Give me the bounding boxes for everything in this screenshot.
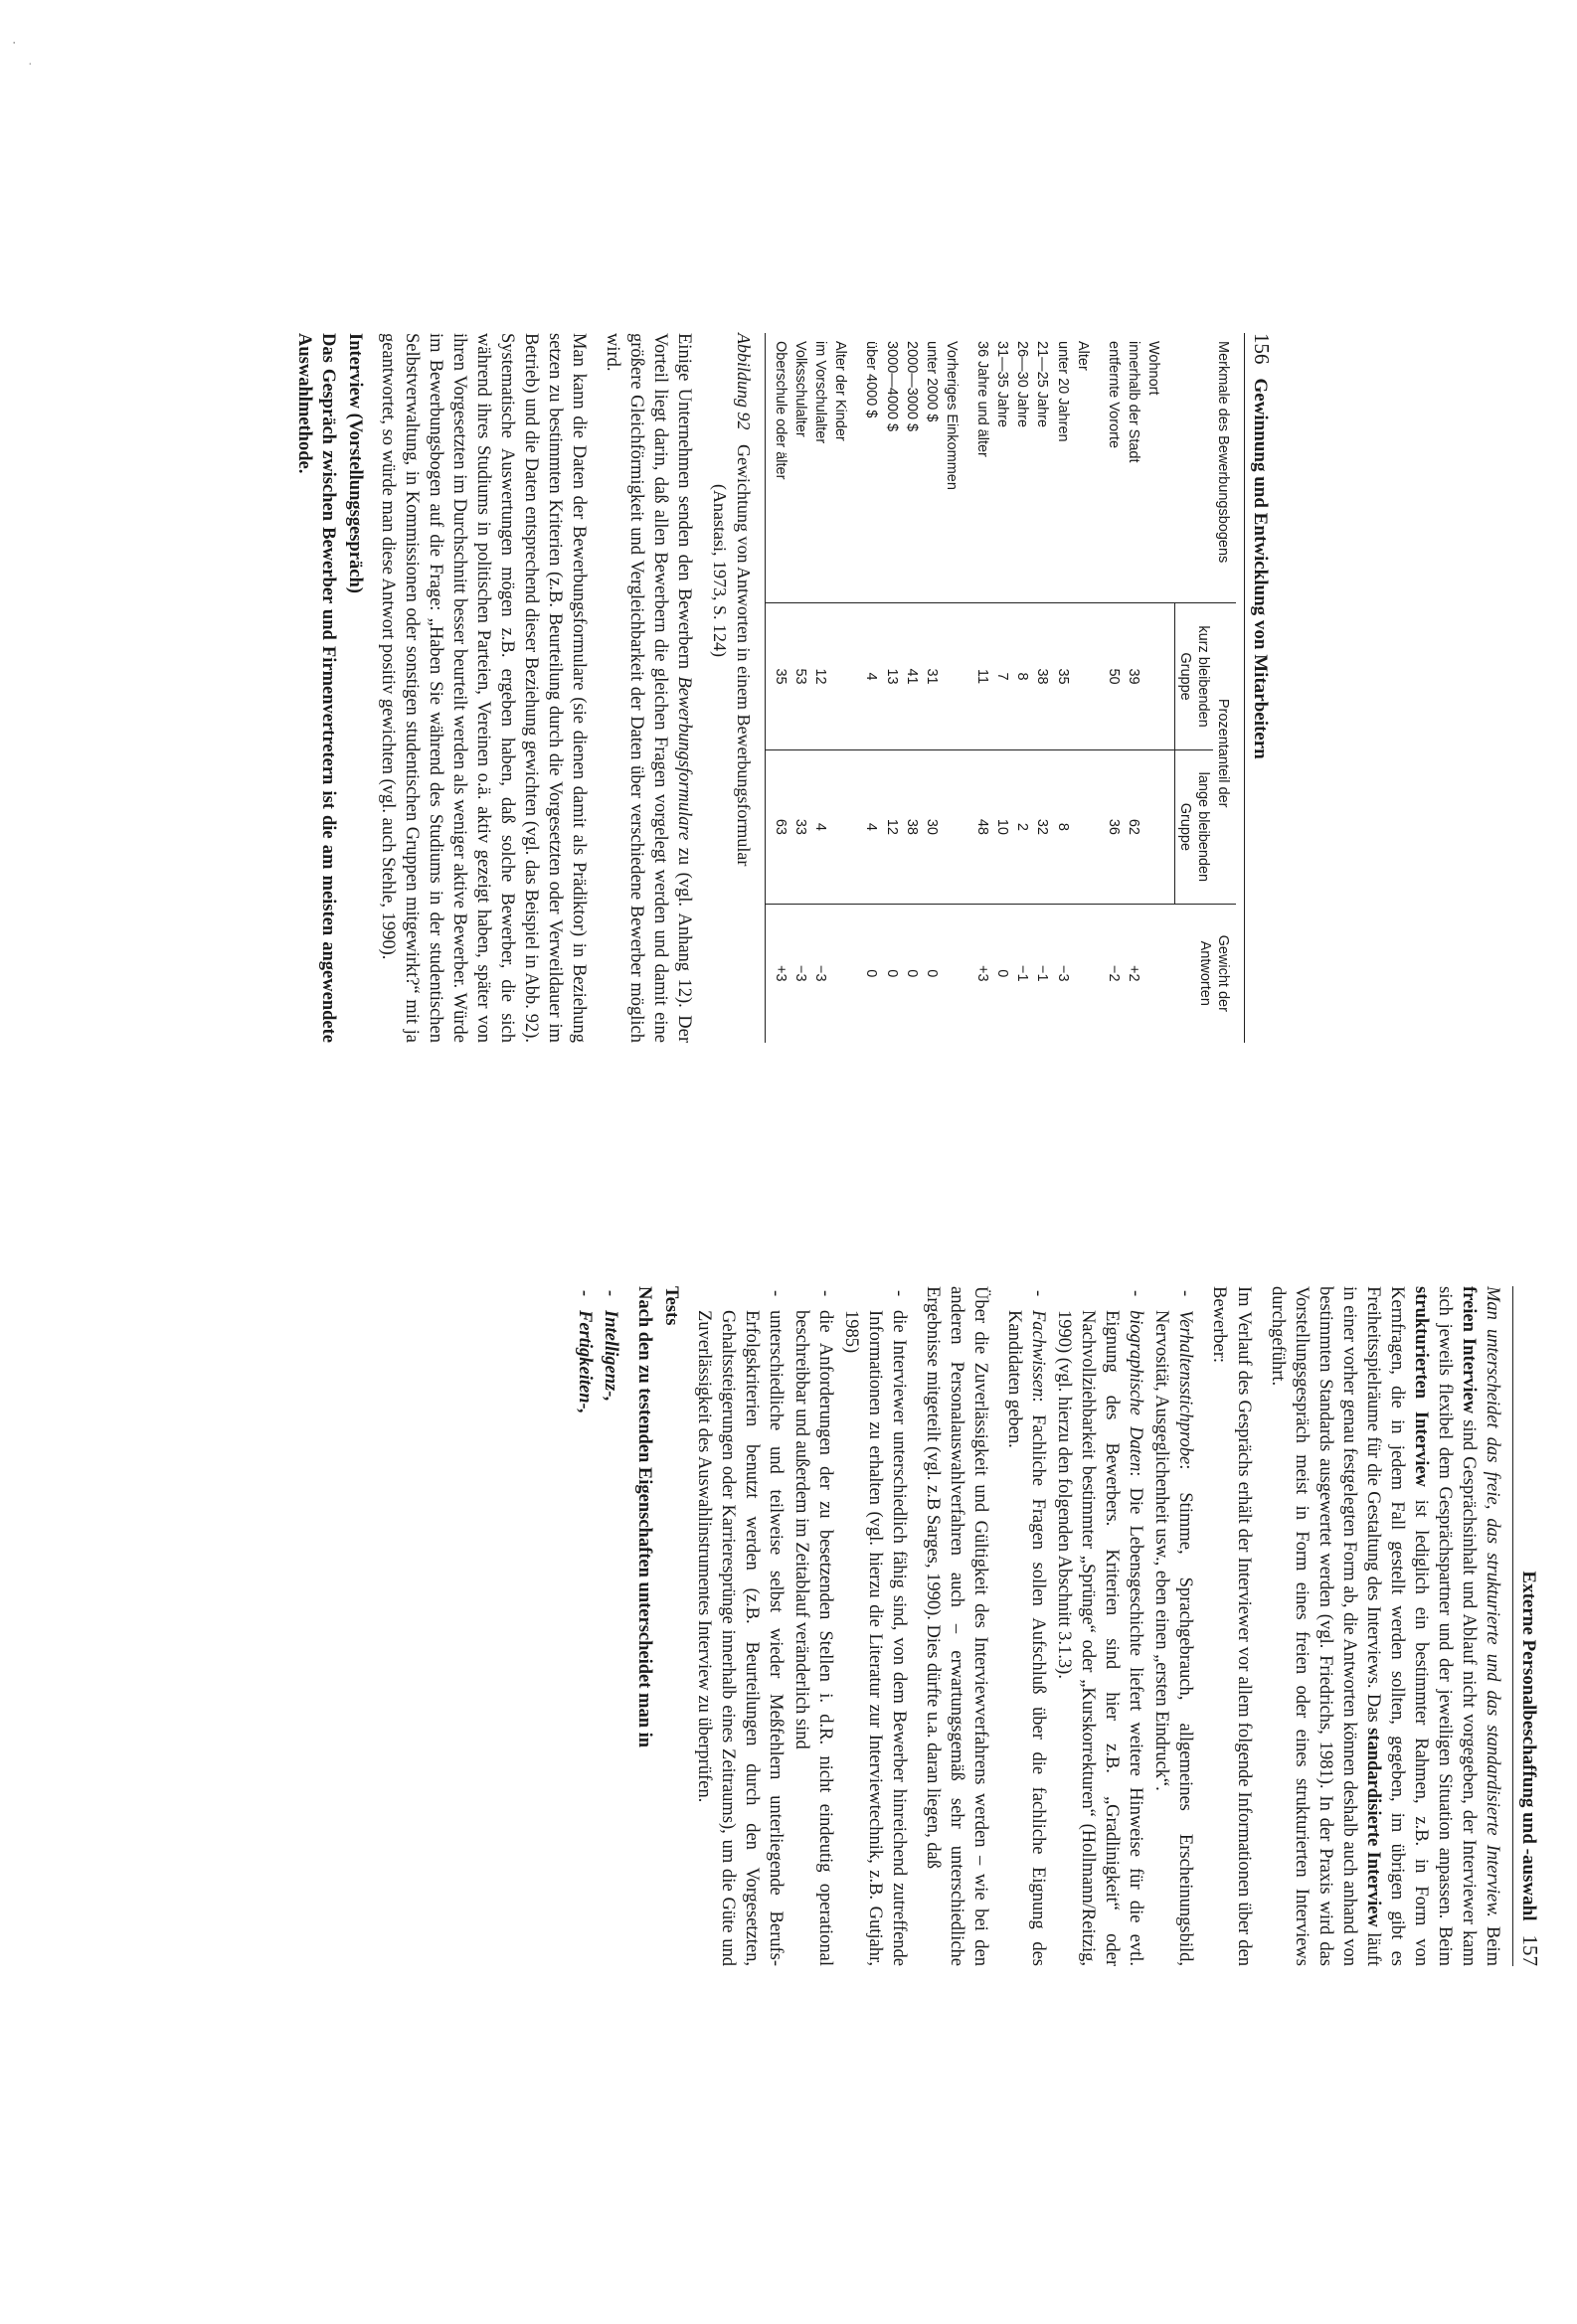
row-label: entfernte Vororte — [1105, 341, 1122, 449]
row-label: 26—30 Jahre — [1014, 341, 1031, 428]
header-lang: lange bleibenden Gruppe — [1174, 750, 1213, 904]
list-item: - Intelligenz-, — [599, 1286, 622, 1966]
table-group-row — [1143, 333, 1174, 1043]
group-title: Alter der Kinder — [832, 341, 849, 441]
list-item: - Fertigkeiten-, — [573, 1286, 597, 1966]
cell-short: 12 — [810, 602, 830, 749]
table-row — [861, 333, 881, 1043]
info-list — [1002, 1286, 1197, 1966]
row-label: im Vorschulalter — [812, 341, 829, 444]
row-label: über 4000 $ — [863, 341, 880, 418]
row-label: 2000—3000 $ — [903, 341, 920, 432]
cell-long: 4 — [861, 750, 881, 904]
section-heading: Interview (Vorstellungsgespräch) — [345, 333, 366, 593]
text-run: sind Gesprächsinhalt und Ablauf nicht vorgegeben, der Interviewer kann sich jeweils flexibel dem Gesprächspartner und der jeweiligen Situation anpassen. Beim — [1434, 1286, 1479, 1966]
list-item: - die Anforderungen der zu besetzenden Stellen i. d.R. nicht eindeutig operational beschreibbar und außerdem im Zeitablauf veränderlich sind — [789, 1286, 837, 1966]
text-run: : Fachliche Fragen sollen Aufschluß über die fachliche Eignung des Kandidaten geben. — [1004, 1310, 1049, 1966]
caption-text: Gewichtung von Antworten in einem Bewerbungsformular — [733, 444, 754, 867]
cell-long: 48 — [972, 750, 992, 904]
cell-weight: +2 — [1124, 904, 1143, 1043]
cell-weight: 0 — [992, 904, 1012, 1043]
table-group-row — [830, 333, 861, 1043]
cell-short: 39 — [1124, 602, 1143, 749]
row-label: 36 Jahre und älter — [974, 341, 991, 457]
cell-short: 35 — [765, 602, 790, 749]
page-157 — [0, 1162, 1577, 2324]
running-head — [1244, 333, 1274, 1043]
cell-long: 8 — [1053, 750, 1073, 904]
row-label: unter 2000 $ — [923, 341, 940, 422]
cell-short: 41 — [902, 602, 922, 749]
cell-short: 11 — [972, 602, 992, 749]
cell-long: 63 — [765, 750, 790, 904]
row-label: 31—35 Jahre — [994, 341, 1011, 428]
cell-weight: 0 — [861, 904, 881, 1043]
cell-short: 38 — [1032, 602, 1052, 749]
cell-short: 31 — [922, 602, 942, 749]
cell-short: 7 — [992, 602, 1012, 749]
table-row — [922, 333, 942, 1043]
table-row — [810, 333, 830, 1043]
group-title: Wohnort — [1145, 341, 1162, 396]
cell-weight: 0 — [882, 904, 902, 1043]
cell-weight: −1 — [1032, 904, 1052, 1043]
text-run: Beim — [1483, 1916, 1502, 1966]
cell-long: 32 — [1032, 750, 1052, 904]
table-row — [882, 333, 902, 1043]
caption-label: Abbildung 92 — [733, 333, 754, 430]
row-label: Volksschulalter — [792, 341, 809, 437]
header-merkmale: Merkmale des Bewerbungsbogens — [1215, 341, 1231, 564]
text-run: ist lediglich ein bestimmter Rahmen, z.B. in Form von Kernfragen, die in jedem Fall gestellt werden sollten, gegeben, im übrigen gibt es Freiheitsspielräume für die Gestaltung des Interviews. Das — [1362, 1286, 1431, 1966]
list-item: - unterschiedliche und teilweise selbst wieder Meßfehlern unterliegende Berufs-Erfolgskriterien benutzt werden (z.B. Beurteilungen durch den Vorgesetzten, Gehaltssteigerungen oder Karrieresprünge innerhalb eines Zeitraums), um die Güte und Zuverlässigkeit des Auswahlinstrumentes Interview zu überprüfen. — [692, 1286, 788, 1966]
cell-short: 35 — [1053, 602, 1073, 749]
page-number: 156 — [1250, 333, 1274, 365]
row-label: 21—25 Jahre — [1034, 341, 1051, 428]
cell-weight: −1 — [1012, 904, 1032, 1043]
text-run: : Stimme, Sprachgebrauch, allgemeines Erscheinungsbild, Nervosität, Ausgeglichenheit usw., eben einen „ersten Eindruck“. — [1151, 1310, 1196, 1966]
cell-long: 38 — [902, 750, 922, 904]
emphasis-text: Bewerbungsformulare — [674, 676, 695, 841]
paragraph — [1266, 1286, 1504, 1966]
bold-term: freien Interview — [1458, 1286, 1479, 1414]
cell-short: 8 — [1012, 602, 1032, 749]
table-row — [1012, 333, 1032, 1043]
cell-long: 12 — [882, 750, 902, 904]
page-number: 157 — [1518, 1934, 1542, 1966]
scan-speck: ‧ — [12, 37, 17, 52]
row-label: Oberschule oder älter — [765, 333, 790, 602]
text-run: Einige Unternehmen senden den Bewerbern — [674, 333, 695, 677]
row-label: 3000—4000 $ — [883, 341, 900, 432]
emphasis-text: biographische Daten — [1126, 1310, 1146, 1472]
table-row — [765, 333, 790, 1043]
table-row — [972, 333, 992, 1043]
group-title: Vorheriges Einkommen — [944, 341, 960, 490]
bold-term: standardisierte Interview — [1362, 1728, 1383, 1927]
cell-short: 53 — [790, 602, 810, 749]
paragraph: Über die Zuverlässigkeit und Gültigkeit des Interviewverfahrens werden – wie bei den anderen Personalauswahlverfahren auch – erwartungsgemäß sehr unterschiedliche Ergebnisse mitgeteilt (vgl. z.B Sarges, 1990). Dies dürfte u.a. daran liegen, daß — [922, 1286, 991, 1966]
paragraph: Nach den zu testenden Eigenschaften unterscheidet man in — [634, 1286, 655, 1748]
figure-caption — [708, 333, 755, 1043]
running-head-title: Externe Personalbeschaffung und -auswahl — [1518, 1571, 1539, 1921]
group-title: Alter — [1074, 341, 1091, 371]
cell-long: 36 — [1104, 750, 1124, 904]
cell-weight: −3 — [1053, 904, 1073, 1043]
paragraph: Das Gespräch zwischen Bewerber und Firmenvertretern ist die am meisten angewendete Auswahlmethode. — [294, 333, 339, 1043]
caption-source: (Anastasi, 1973, S. 124) — [710, 484, 731, 657]
cell-long: 4 — [810, 750, 830, 904]
cell-weight: 0 — [902, 904, 922, 1043]
emphasis-text: Verhaltensstichprobe — [1175, 1310, 1196, 1465]
text-run: : Die Lebensgeschichte liefert weitere Hinweise für die evtl. Eignung des Bewerbers. Kriterien sind hier z.B. „Gradlinigkeit“ oder Nachvollziehbarkeit bestimmter „Sprünge“ oder „Kurskorrekturen“ (Hollmann/Reitzig, 1990) (vgl. hierzu den folgenden Abschnitt 3.1.3). — [1054, 1310, 1146, 1967]
paragraph: Im Verlauf des Gesprächs erhält der Interviewer vor allem folgende Informationen über den Bewerber: — [1209, 1286, 1254, 1966]
section-heading: Tests — [661, 1286, 682, 1326]
header-gewicht: Gewicht der Antworten — [1174, 904, 1236, 1043]
emphasis-text: Fachwissen — [1028, 1310, 1049, 1398]
cell-weight: −3 — [810, 904, 830, 1043]
table-group-row — [1073, 333, 1104, 1043]
text-run: läuft in einer vorher genau festgelegten Form ab, die Antworten können deshalb auch anhand von bestimmten Standards ausgewertet werden (vgl. Friedrichs, 1981). In der Praxis wird das Vorstellungsgespräch meist in Form eines freien oder eines strukturierten Interviews durchgeführt. — [1267, 1286, 1383, 1967]
table-row — [1104, 333, 1124, 1043]
table-row — [992, 333, 1012, 1043]
running-head — [1512, 1286, 1542, 1966]
weights-table — [765, 333, 1236, 1043]
cell-long: 2 — [1012, 750, 1032, 904]
cell-long: 33 — [790, 750, 810, 904]
cell-short: 50 — [1104, 602, 1124, 749]
row-label: unter 20 Jahren — [1054, 341, 1071, 442]
bold-term: strukturierten Interview — [1410, 1286, 1431, 1487]
list-item — [1002, 1286, 1050, 1966]
cell-weight: +3 — [972, 904, 992, 1043]
scan-speck: · — [28, 58, 33, 73]
cell-weight: −2 — [1104, 904, 1124, 1043]
paragraph — [601, 333, 696, 1043]
table-row — [1032, 333, 1052, 1043]
list-item — [1052, 1286, 1147, 1966]
table-row — [790, 333, 810, 1043]
table-row — [902, 333, 922, 1043]
cell-short: 13 — [882, 602, 902, 749]
cell-long: 30 — [922, 750, 942, 904]
table-group-row — [942, 333, 972, 1043]
list-item: - die Interviewer unterschiedlich fähig sind, von dem Bewerber hinreichend zutreffende Informationen zu erhalten (vgl. hierzu die Literatur zur Interviewtechnik, z.B. Gutjahr, 1985) — [839, 1286, 911, 1966]
paragraph: Man kann die Daten der Bewerbungsformulare (sie dienen damit als Prädiktor) in Beziehung setzen zu bestimmten Kriterien (z.B. Beurteilung durch die Vorgesetzten oder Verweildauer im Betrieb) und die Daten entsprechend dieser Beziehung gewichten (vgl. das Beispiel in Abb. 92). Systematische Auswertungen mögen z.B. ergeben haben, daß solche Bewerber, die sich während ihres Studiums in politischen Parteien, Vereinen o.ä. aktiv gezeigt haben, später von ihren Vorgesetzten im Durchschnitt besser beurteilt werden als weniger aktive Bewerber. Würde im Bewerbungsbogen auf die Frage: „Haben Sie während des Studiums in der studentischen Selbstverwaltung, in Kommissionen oder sonstigen studentischen Gruppen mitgewirkt?“ mit ja geantwortet, so würde man diese Antwort positiv gewichten (vgl. auch Stehle, 1990). — [377, 333, 589, 1043]
table-row — [1053, 333, 1073, 1043]
cell-short: 4 — [861, 602, 881, 749]
table-body — [765, 333, 1174, 1043]
cell-weight: 0 — [922, 904, 942, 1043]
header-kurz: kurz bleibenden Gruppe — [1174, 602, 1213, 749]
emphasis-text: Man unterscheidet das freie, das strukturierte und das standardisierte Interview. — [1483, 1286, 1502, 1917]
header-prozentanteil: Prozentanteil der — [1213, 602, 1236, 904]
reason-list — [692, 1286, 911, 1966]
list-item — [1149, 1286, 1197, 1966]
tests-list — [573, 1286, 622, 1966]
table-row — [1124, 333, 1143, 1043]
cell-weight: +3 — [765, 904, 790, 1043]
text-run: zu (vgl. Anhang 12). Der Vorteil liegt darin, daß allen Bewerbern die gleichen Fragen vorgelegt werden und damit eine größere Gleichförmigkeit und Vergleichbarkeit der Daten über verschiedene Bewerber möglich wird. — [602, 333, 695, 1043]
row-label: innerhalb der Stadt — [1126, 341, 1141, 463]
cell-long: 10 — [992, 750, 1012, 904]
cell-long: 62 — [1124, 750, 1143, 904]
cell-weight: −3 — [790, 904, 810, 1043]
running-head-title: Gewinnung und Entwicklung von Mitarbeitern — [1250, 378, 1271, 759]
